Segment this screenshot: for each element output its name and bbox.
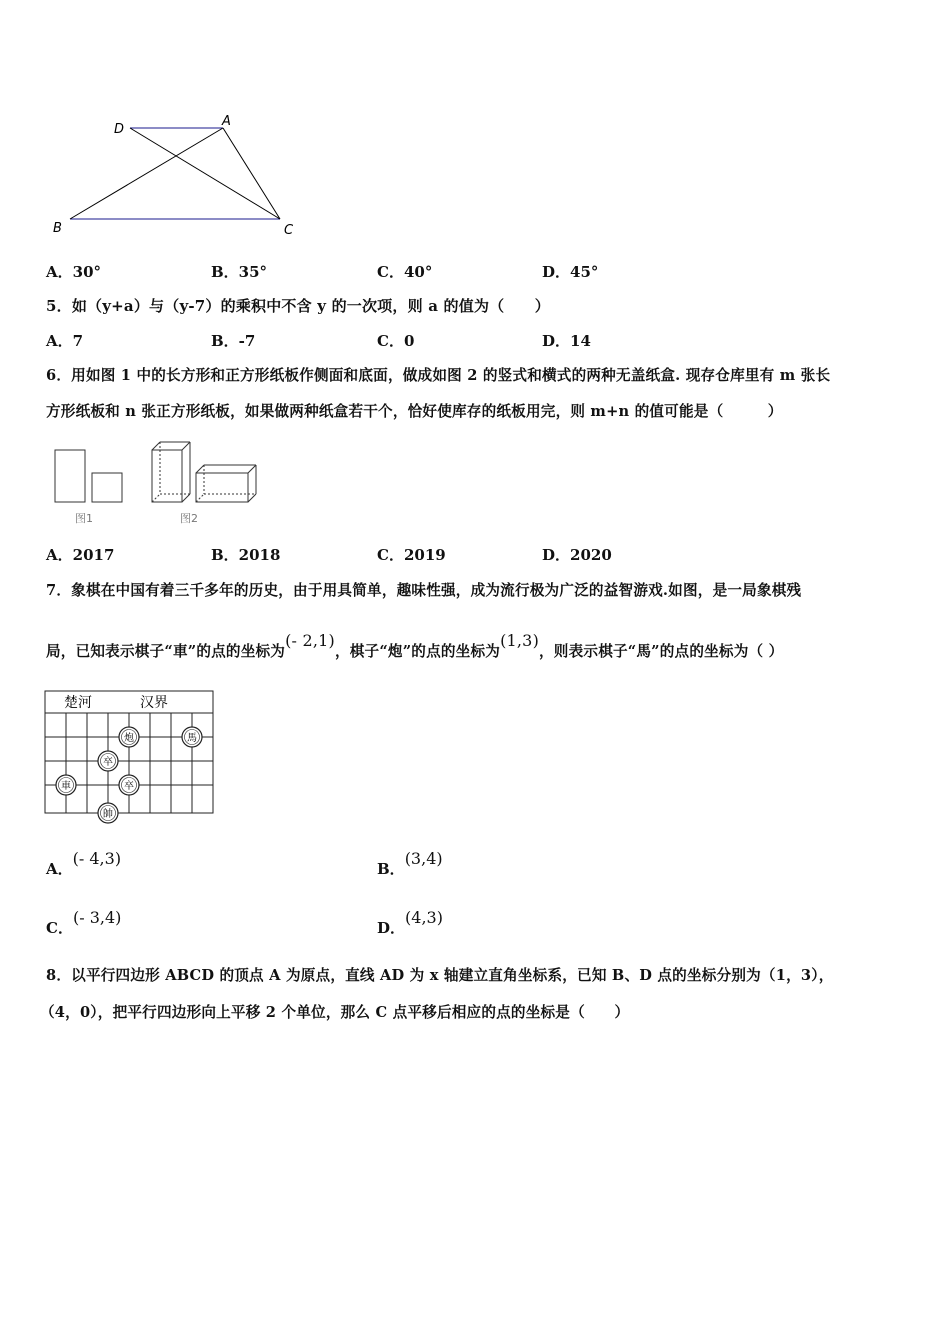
- q6-option-b: B．2018: [211, 546, 281, 564]
- label-C: C: [284, 223, 294, 238]
- q7-option-d-label: D．: [377, 919, 406, 937]
- fig2-caption: 图2: [180, 512, 198, 525]
- piece-zu-2: [119, 775, 139, 795]
- q5-option-b: B．-7: [211, 332, 256, 350]
- q7-option-d: [377, 908, 443, 938]
- piece-zu-1-label: 卒: [103, 757, 113, 768]
- label-A: A: [222, 114, 231, 129]
- q4-option-a: A．30°: [46, 263, 102, 281]
- q4-triangle-figure: [40, 108, 310, 243]
- q5-question: 5．如（y+a）与（y-7）的乘积中不含 y 的一次项，则 a 的值为（ ）: [46, 297, 550, 315]
- river-left-label: 楚河: [64, 695, 92, 711]
- vertical-box: [152, 442, 190, 502]
- q7-option-b-label: B．: [377, 860, 405, 878]
- q7-option-c-value: (- 3,4): [72, 908, 122, 927]
- label-B: B: [53, 221, 62, 236]
- q5-option-c: C．0: [377, 332, 415, 350]
- chess-board-figure: [44, 690, 216, 828]
- piece-che-label: 車: [61, 781, 71, 792]
- river-right-label: 汉界: [140, 695, 168, 711]
- q8-question-line1: 8．以平行四边形 ABCD 的顶点 A 为原点，直线 AD 为 x 轴建立直角坐标系，已知 B、D 点的坐标分别为（1，3），: [46, 967, 834, 984]
- q7-option-c-label: C．: [46, 919, 73, 937]
- piece-che: [56, 775, 76, 795]
- q6-question-line1: 6．用如图 1 中的长方形和正方形纸板作侧面和底面，做成如图 2 的竖式和横式的两种无盖纸盒. 现存仓库里有 m 张长: [46, 367, 831, 384]
- piece-ma: [182, 727, 202, 747]
- q7-question-line2: [46, 631, 784, 661]
- segment-AC: [223, 128, 280, 219]
- rectangle-board: [55, 450, 85, 502]
- q5-option-a: A．7: [46, 332, 84, 350]
- piece-pao: [119, 727, 139, 747]
- q7-option-c: [46, 908, 122, 938]
- q7-option-a: [46, 849, 122, 879]
- piece-shuai-label: 帥: [103, 809, 113, 820]
- q7-option-a-value: (- 4,3): [72, 849, 122, 868]
- q6-option-c: C．2019: [377, 546, 446, 564]
- q7-question-line1: 7．象棋在中国有着三千多年的历史，由于用具简单，趣味性强，成为流行极为广泛的益智游戏.如图，是一局象棋残: [46, 582, 802, 599]
- q7-text-b: ，棋子“炮”的点的坐标为: [334, 643, 501, 660]
- q6-figure: [48, 438, 263, 528]
- horizontal-box: [196, 465, 256, 502]
- q5-option-d: D．14: [542, 332, 591, 350]
- q7-option-b-value: (3,4): [404, 849, 443, 868]
- piece-zu-1: [98, 751, 118, 771]
- q7-option-d-value: (4,3): [405, 908, 443, 927]
- piece-shuai: [98, 803, 118, 823]
- piece-pao-label: 炮: [124, 733, 134, 744]
- q6-option-a: A．2017: [46, 546, 115, 564]
- segment-DC: [130, 128, 280, 219]
- q7-text-c: ，则表示棋子“馬”的点的坐标为（ ）: [539, 643, 784, 660]
- fig1-caption: 图1: [75, 512, 93, 525]
- coord-pao: (1,3): [500, 631, 540, 650]
- q4-option-c: C．40°: [377, 263, 433, 281]
- square-board: [92, 473, 122, 502]
- q7-option-a-label: A．: [46, 860, 73, 878]
- label-D: D: [114, 122, 125, 137]
- piece-zu-2-label: 卒: [124, 781, 134, 792]
- piece-ma-label: 馬: [187, 733, 197, 744]
- coord-che: (- 2,1): [285, 631, 335, 650]
- q4-option-b: B．35°: [211, 263, 268, 281]
- q7-option-b: [377, 849, 443, 879]
- q6-question-line2: 方形纸板和 n 张正方形纸板，如果做两种纸盒若干个，恰好使库存的纸板用完，则 m+n 的值可能是（ ）: [46, 403, 783, 420]
- q6-option-d: D．2020: [542, 546, 612, 564]
- q7-text-a: 局，已知表示棋子“車”的点的坐标为: [46, 643, 286, 660]
- q4-option-d: D．45°: [542, 263, 599, 281]
- q8-question-line2: （4，0），把平行四边形向上平移 2 个单位，那么 C 点平移后相应的点的坐标是（ ）: [40, 1004, 630, 1021]
- segment-AB: [70, 128, 223, 219]
